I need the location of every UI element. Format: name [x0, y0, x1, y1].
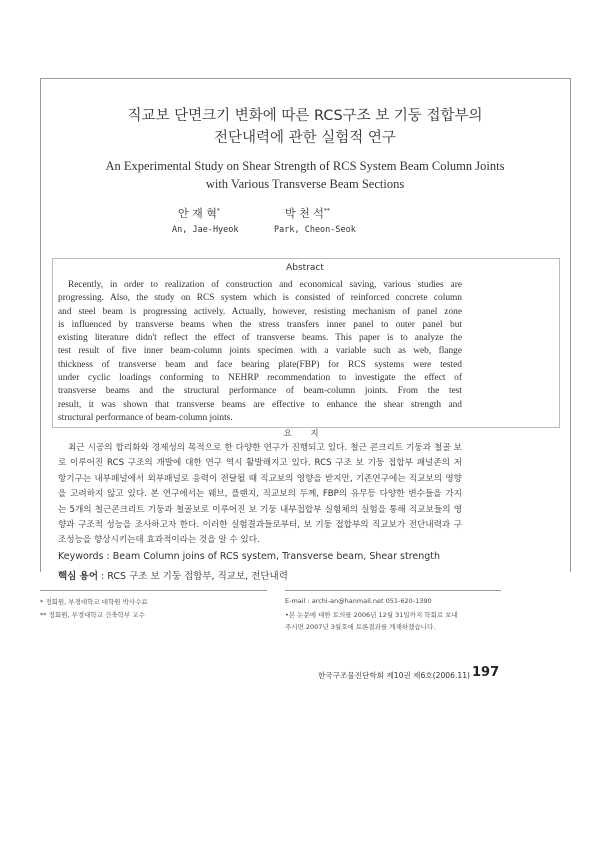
page-number: 197 — [472, 665, 500, 680]
keywords-ko: 핵심 용어 : RCS 구조 보 기둥 접합부, 직교보, 전단내력 — [58, 571, 288, 582]
abstract-body — [58, 279, 462, 425]
abstract-line: progressing. Also, the study on RCS system which is consisted of reinforced concrete column — [58, 293, 462, 304]
author-2-name-ko: 박 천 석** — [285, 207, 330, 220]
summary-heading: 요 지 — [283, 429, 327, 439]
abstract-line: structural performance of beam-column joints. — [58, 412, 233, 423]
keywords-ko-label: 핵심 용어 — [58, 571, 99, 582]
footnote-rule-right — [285, 590, 501, 591]
abstract-line: Recently, in order to realization of construction and economical saving, various studies are — [68, 280, 462, 290]
footnote-discussion-1: •본 논문에 대한 토의를 2006년 12월 31일까지 학회로 보내 — [285, 611, 458, 619]
summary-line: 로 이루어진 RCS 구조의 개발에 대한 연구 역시 활발해지고 있다. RCS 구조 보 기둥 접합부 패널존의 저 — [58, 458, 462, 469]
author-1-name-en: An, Jae-Hyeok — [172, 225, 239, 235]
keywords-en-label: Keywords — [58, 551, 104, 562]
summary-line: 을 고려하지 않고 있다. 본 연구에서는 웨브, 플랜지, 직교보의 두께, FBP의 유무등 다양한 변수들을 가지 — [58, 489, 462, 500]
footnote-rule-left — [40, 590, 267, 591]
summary-line: 최근 시공의 합리화와 경제성의 목적으로 한 다양한 연구가 진행되고 있다. 철근 콘크리트 기둥과 철골 보 — [68, 443, 462, 453]
footnote-discussion-2: 주시면 2007년 3월호에 토론결과를 게재하겠습니다. — [285, 623, 436, 631]
abstract-line: and steel beam is progressing actively. Actually, however, resisting mechanism of panel zone — [58, 306, 462, 317]
keywords-en: Keywords : Beam Column joins of RCS system, Transverse beam, Shear strength — [58, 551, 441, 562]
abstract-line: test result of five inner beam-column joints specimen with a variable such as web, flange — [58, 346, 462, 357]
abstract-line: thickness of transverse beam and face bearing plate(FBP) for RCS systems were tested — [58, 359, 462, 370]
abstract-line: transverse beams and the structural performance of beam-column joints. From the test — [58, 386, 462, 397]
english-title-line-2: with Various Transverse Beam Sections — [205, 177, 405, 191]
abstract-line: under cyclic loadings conforming to NEHRP recommendation to investigate the effect of — [58, 373, 462, 384]
abstract-line: existing literature didn't reflect the effect of transverse beams. This paper is to analyze the — [58, 333, 462, 344]
english-title-line-1: An Experimental Study on Shear Strength of RCS System Beam Column Joints — [105, 159, 505, 173]
footnote-author-2: ** 정회원, 부경대학교 건축학부 교수 — [40, 611, 145, 619]
abstract-line: result, it was shown that transverse beams are effective to enhance the shear strength and — [58, 399, 462, 410]
footnote-email: E-mail : archi-an@hanmail.net 051-620-1390 — [285, 597, 432, 605]
author-2-name-en: Park, Cheon-Seok — [274, 225, 356, 235]
keywords-ko-value: RCS 구조 보 기둥 접합부, 직교보, 전단내력 — [107, 571, 288, 582]
summary-line: 는 5개의 철근콘크리트 기둥과 철골보로 이루어진 보 기둥 내부접합부 실험체의 실험을 통해 직교보들의 영 — [58, 504, 462, 515]
korean-title-line-2: 전단내력에 관한 실험적 연구 — [214, 130, 396, 146]
footnote-author-1: * 정회원, 부경대학교 대학원 박사수료 — [40, 598, 148, 606]
abstract-line: is influenced by transverse beams when the stress transfers inner panel to outer panel but — [58, 319, 462, 330]
summary-line: 향과 구조적 성능을 조사하고자 한다. 이러한 실험결과들로부터, 보 기둥 접합부의 직교보가 전단내력과 구 — [58, 520, 462, 531]
abstract-heading: Abstract — [286, 263, 324, 273]
journal-footer: 한국구조물진단학회 제10권 제6호(2006.11) — [318, 671, 471, 680]
keywords-en-value: Beam Column joins of RCS system, Transverse beam, Shear strength — [112, 551, 441, 562]
korean-title-line-1: 직교보 단면크기 변화에 따른 RCS구조 보 기둥 접합부의 — [127, 108, 483, 124]
summary-line: 조성능을 향상시키는데 효과적이라는 것을 알 수 있다. — [58, 535, 260, 546]
summary-line: 항기구는 내부패널에서 외부패널로 응력이 전달될 때 직교보의 영향을 받지만, 기존연구에는 직교보의 영향 — [58, 473, 462, 484]
summary-body — [58, 441, 462, 549]
author-1-name-ko: 안 재 혁* — [178, 207, 220, 220]
